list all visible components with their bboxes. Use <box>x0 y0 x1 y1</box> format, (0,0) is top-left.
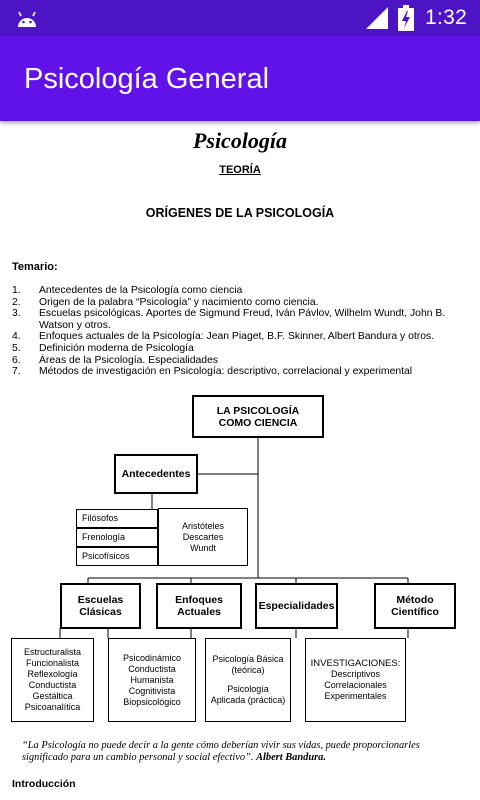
diagram-escuelas-clasicas: Escuelas Clásicas <box>60 583 141 629</box>
app-bar <box>0 36 480 121</box>
document-subtitle: TEORÍA <box>219 164 261 176</box>
diagram-antecedentes-nombres: Aristóteles Descartes Wundt <box>158 508 248 566</box>
diagram-escuelas-items: Estructuralista Funcionalista Reflexología Conductista Gestáltica Psicoanalítica <box>11 638 94 722</box>
bandura-quote: “La Psicología no puede decir a la gente cómo deberían vivir sus vidas, puede proporcionarles significado para un cambio personal y social efectivo”. Albert Bandura. <box>22 740 420 763</box>
diagram-antecedentes-frenologia: Frenología <box>76 528 158 547</box>
diagram-root: LA PSICOLOGÍA COMO CIENCIA <box>192 395 324 438</box>
signal-icon <box>366 7 388 29</box>
list-item: 3. Escuelas psicológicas. Aportes de Sigmund Freud, Iván Pávlov, Wilhelm Wundt, John B. Watson y otros. <box>12 308 446 331</box>
list-item: 1. Antecedentes de la Psicología como ciencia <box>12 285 243 296</box>
app-title: Psicología General <box>24 63 270 95</box>
list-item: 4. Enfoques actuales de la Psicología: Jean Piaget, B.F. Skinner, Albert Bandura y otros. <box>12 331 435 343</box>
list-item: 6. Áreas de la Psicología. Especialidades <box>12 354 219 366</box>
concept-diagram <box>0 386 480 741</box>
diagram-antecedentes-filosofos: Filósofos <box>76 509 158 528</box>
battery-charging-icon <box>398 5 414 31</box>
introduccion-heading: Introducción <box>12 778 76 790</box>
diagram-enfoques-actuales: Enfoques Actuales <box>156 583 242 629</box>
status-time: 1:32 <box>425 6 468 29</box>
diagram-metodo-cientifico: Método Científico <box>374 583 456 629</box>
document-title: Psicología <box>192 128 288 153</box>
diagram-antecedentes: Antecedentes <box>114 454 198 494</box>
temario-list <box>12 285 472 378</box>
section-heading: ORÍGENES DE LA PSICOLOGÍA <box>145 206 335 220</box>
diagram-antecedentes-psicofisicos: Psicofísicos <box>76 547 158 566</box>
diagram-especialidades-items: Psicología Básica (teórica) Psicología Aplicada (práctica) <box>205 638 291 722</box>
list-item: 5. Definición moderna de Psicología <box>12 342 194 354</box>
android-icon <box>16 8 38 28</box>
diagram-especialidades: Especialidades <box>255 583 338 629</box>
diagram-metodo-items: INVESTIGACIONES: Descriptivos Correlacionales Experimentales <box>305 638 406 722</box>
list-item: 2. Origen de la palabra “Psicología” y nacimiento como ciencia. <box>12 296 319 308</box>
list-item: 7. Métodos de investigación en Psicología: descriptivo, correlacional y experimental <box>12 366 413 378</box>
diagram-enfoques-items: Psicodinámico Conductista Humanista Cognitivista Biopsicológico <box>108 638 196 722</box>
temario-label: Temario: <box>12 261 58 273</box>
status-bar <box>0 0 480 36</box>
document-view[interactable] <box>0 121 480 800</box>
